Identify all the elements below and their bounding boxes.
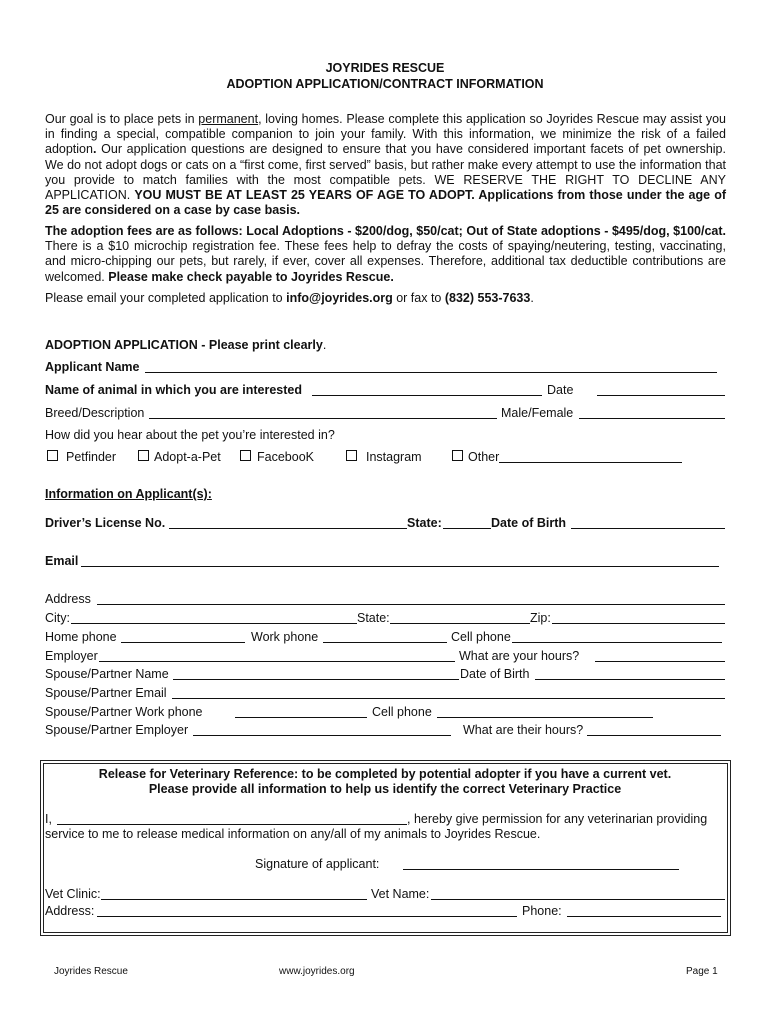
spouse-email-label: Spouse/Partner Email [45, 686, 167, 700]
zip-label: Zip: [530, 611, 551, 625]
vet-clinic-field[interactable] [101, 899, 367, 900]
document-subtitle: ADOPTION APPLICATION/CONTRACT INFORMATION [226, 77, 544, 91]
phone-row [45, 629, 726, 645]
permission-text: , hereby give permission for any veterinarian providing [407, 812, 708, 826]
vet-address-field[interactable] [97, 916, 517, 917]
work-phone-field[interactable] [323, 642, 447, 643]
applicant-name-field[interactable] [145, 372, 717, 373]
address-field[interactable] [97, 604, 725, 605]
employer-field[interactable] [99, 661, 455, 662]
license-field[interactable] [169, 528, 407, 529]
city-field[interactable] [71, 623, 357, 624]
license-state-field[interactable] [443, 528, 491, 529]
breed-field[interactable] [149, 418, 497, 419]
date-label: Date [547, 383, 574, 397]
their-hours-field[interactable] [587, 735, 721, 736]
other-label: Other [468, 450, 500, 464]
email-field[interactable] [81, 566, 719, 567]
adopt-a-pet-checkbox[interactable] [138, 450, 149, 461]
spouse-name-field[interactable] [173, 679, 459, 680]
breed-row [45, 405, 726, 421]
email-label: Email [45, 554, 79, 568]
heard-question: How did you hear about the pet you’re interested in? [45, 428, 335, 442]
home-phone-field[interactable] [121, 642, 245, 643]
footer-page-number: Page 1 [686, 966, 718, 977]
vet-address-label: Address: [45, 904, 95, 918]
spouse-dob-label: Date of Birth [460, 667, 530, 681]
spouse-email-row [45, 685, 726, 701]
vet-name-label: Vet Name: [371, 887, 430, 901]
contact-email: info@joyrides.org [286, 291, 393, 305]
home-phone-label: Home phone [45, 630, 117, 644]
instagram-checkbox[interactable] [346, 450, 357, 461]
other-field[interactable] [499, 462, 682, 463]
petfinder-label: Petfinder [66, 450, 117, 464]
intro-paragraph-goal: Our goal is to place pets in permanent, loving homes. Please complete this application so Joyrides Rescue may assist you in finding a special, compatible companion to join your family. With this information, we minimize the risk of a failed adoption. Our application questions are designed to ensure that you have considered important facets of pet ownership. We do not adopt dogs or cats on a “first come, first served” basis, but rather make every attempt to use the information that you provide to match families with the most compatible pets. WE RESERVE THE RIGHT TO DECLINE ANY APPLICATION. YOU MUST BE AT LEAST 25 YEARS OF AGE TO ADOPT. Applications from those under the age of 25 are considered on a case by case basis. [45, 112, 726, 218]
signature-label: Signature of applicant: [255, 857, 380, 871]
vet-release-title: Release for Veterinary Reference: to be completed by potential adopter if you have a current vet. [98, 767, 672, 781]
footer-org: Joyrides Rescue [54, 966, 128, 977]
org-title: JOYRIDES RESCUE [325, 61, 445, 75]
city-label: City: [45, 611, 70, 625]
facebook-checkbox[interactable] [240, 450, 251, 461]
petfinder-checkbox[interactable] [47, 450, 58, 461]
contact-fax: (832) 553-7633 [444, 291, 531, 305]
male-female-field[interactable] [579, 418, 725, 419]
their-hours-label: What are their hours? [463, 723, 584, 737]
spouse-employer-label: Spouse/Partner Employer [45, 723, 189, 737]
spouse-work-phone-label: Spouse/Partner Work phone [45, 705, 203, 719]
spouse-work-phone-field[interactable] [235, 717, 367, 718]
signature-row [45, 856, 726, 872]
vet-name-field[interactable] [431, 899, 725, 900]
instagram-label: Instagram [366, 450, 422, 464]
city-row [45, 610, 726, 626]
cell-phone-field[interactable] [512, 642, 722, 643]
dob-field[interactable] [571, 528, 725, 529]
footer-website[interactable]: www.joyrides.org [279, 966, 355, 977]
dob-label: Date of Birth [491, 516, 566, 530]
permission-name-field[interactable] [57, 824, 407, 825]
adopt-a-pet-label: Adopt-a-Pet [154, 450, 221, 464]
vet-clinic-label: Vet Clinic: [45, 887, 101, 901]
city-state-field[interactable] [390, 623, 530, 624]
employer-row [45, 648, 726, 664]
spouse-dob-field[interactable] [535, 679, 725, 680]
spouse-cell-field[interactable] [437, 717, 653, 718]
permission-row [45, 811, 726, 827]
license-row [45, 515, 726, 531]
animal-row [45, 382, 726, 398]
vet-clinic-row [45, 886, 726, 902]
spouse-name-label: Spouse/Partner Name [45, 667, 169, 681]
work-phone-label: Work phone [251, 630, 319, 644]
signature-field[interactable] [403, 869, 679, 870]
male-female-label: Male/Female [501, 406, 574, 420]
city-state-label: State: [357, 611, 390, 625]
address-row [45, 591, 726, 607]
applicant-info-heading: Information on Applicant(s): [45, 487, 212, 501]
permission-line2: service to me to release medical information on any/all of my animals to Joyrides Rescue. [45, 827, 541, 841]
address-label: Address [45, 592, 91, 606]
animal-name-label: Name of animal in which you are interested [45, 383, 303, 397]
spouse-email-field[interactable] [172, 698, 725, 699]
breed-label: Breed/Description [45, 406, 145, 420]
applicant-name-row [45, 359, 726, 375]
employer-label: Employer [45, 649, 98, 663]
permission-i-label: I, [45, 812, 52, 826]
applicant-name-label: Applicant Name [45, 360, 140, 374]
intro-paragraph-contact: Please email your completed application to info@joyrides.org or fax to (832) 553-7633. [45, 291, 534, 305]
spouse-name-row [45, 666, 726, 682]
vet-phone-label: Phone: [522, 904, 562, 918]
hours-label: What are your hours? [459, 649, 580, 663]
application-heading: ADOPTION APPLICATION - Please print clearly. [45, 338, 327, 352]
other-checkbox[interactable] [452, 450, 463, 461]
spouse-employer-row [45, 722, 726, 738]
facebook-label: FacebooK [257, 450, 314, 464]
intro-paragraph-fees: The adoption fees are as follows: Local Adoptions - $200/dog, $50/cat; Out of State adoptions - $495/dog, $100/cat. There is a $10 microchip registration fee. These fees help to defray the costs of spaying/neutering, testing, vaccinating, and micro-chipping our pets, but rarely, if ever, cover all expenses. Therefore, additional tax deductible contributions are welcomed. Please make check payable to Joyrides Rescue. [45, 224, 726, 284]
animal-name-field[interactable] [312, 395, 542, 396]
license-state-label: State: [407, 516, 442, 530]
hours-field[interactable] [595, 661, 725, 662]
spouse-phone-row [45, 704, 726, 720]
email-row [45, 553, 726, 569]
license-label: Driver’s License No. [45, 516, 166, 530]
date-field[interactable] [597, 395, 725, 396]
zip-field[interactable] [552, 623, 725, 624]
source-checkbox-row [45, 449, 726, 465]
vet-phone-field[interactable] [567, 916, 721, 917]
vet-address-row [45, 903, 726, 919]
vet-release-subtitle: Please provide all information to help us identify the correct Veterinary Practice [148, 782, 622, 796]
spouse-employer-field[interactable] [193, 735, 451, 736]
cell-phone-label: Cell phone [451, 630, 511, 644]
spouse-cell-label: Cell phone [372, 705, 432, 719]
